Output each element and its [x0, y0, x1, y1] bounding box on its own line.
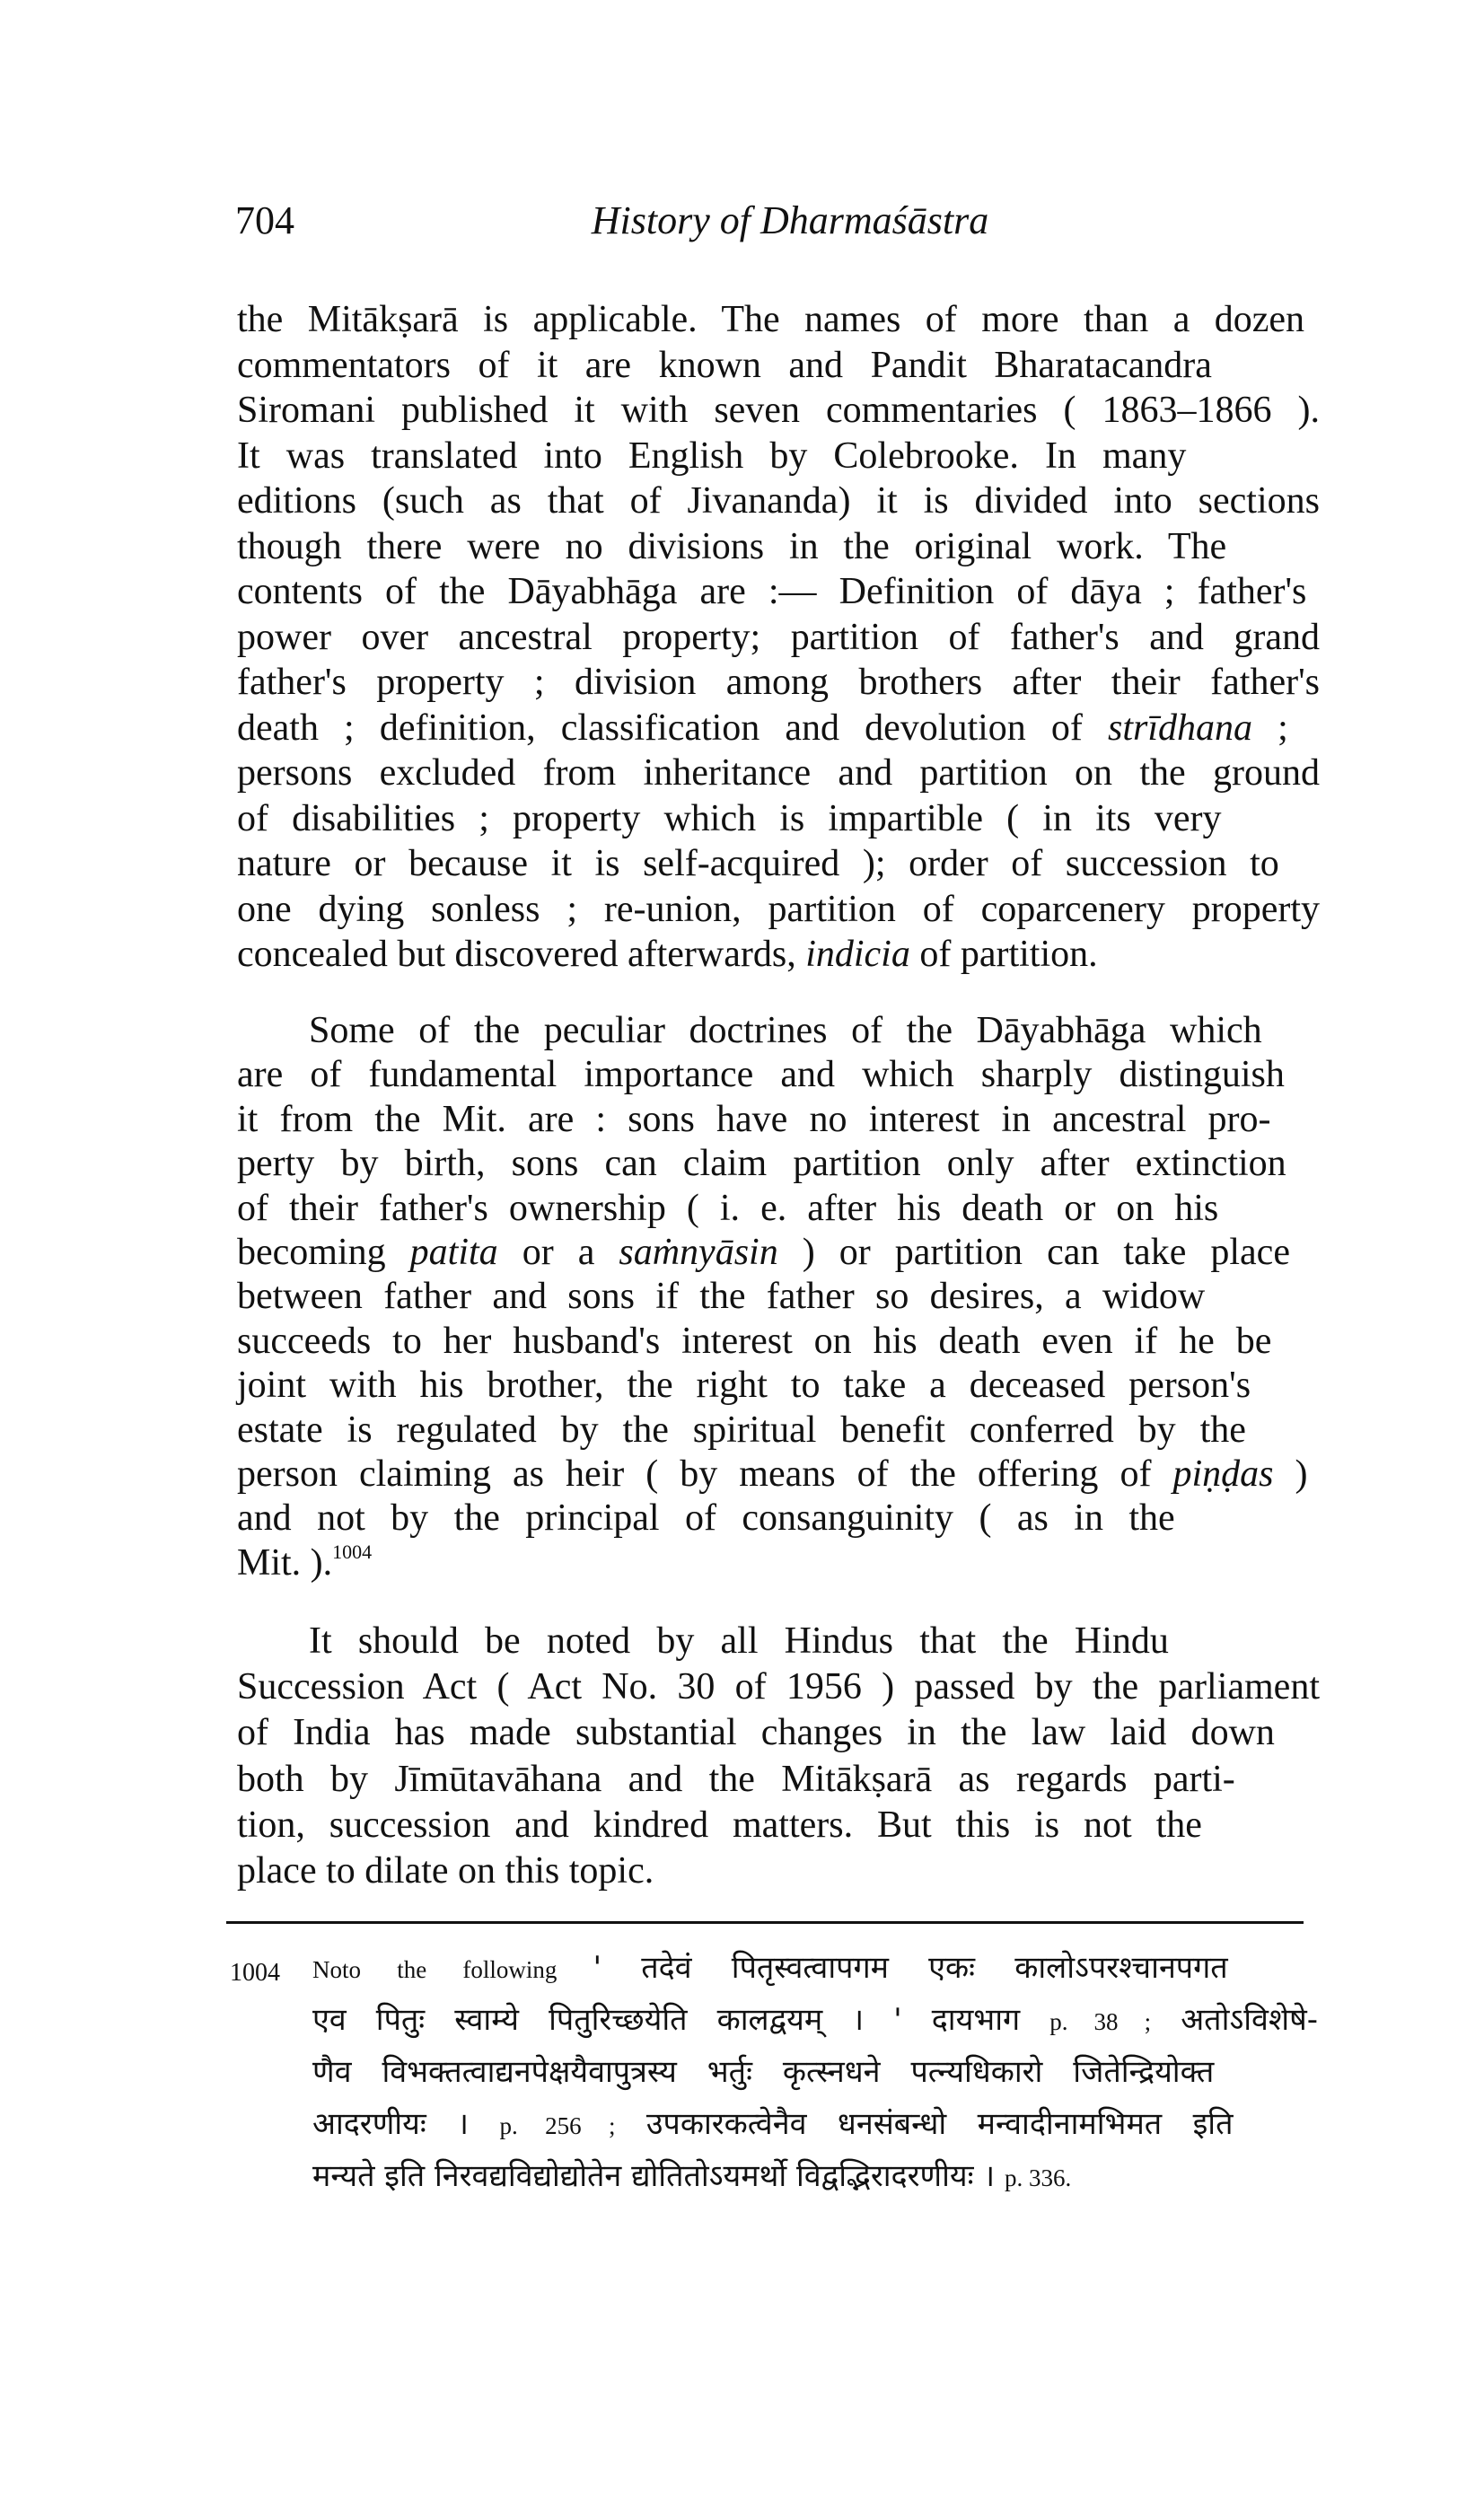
footnote-latin-text: Noto the following — [312, 1956, 593, 1983]
text-segment: Siromani published it with seven commentaries ( 1863–1866 ). — [237, 390, 1320, 431]
italic-term: strīdhana — [1108, 707, 1253, 749]
text-segment: ) — [1273, 1453, 1308, 1495]
page-number: 704 — [235, 198, 294, 242]
text-line — [237, 1321, 1320, 1362]
text-line — [237, 707, 1320, 749]
footnote-sanskrit-text: मन्यते इति निरवद्यविद्योद्योतेन द्योतितोऽयमर्थो विद्वद्भिरादरणीयः । — [312, 2158, 1005, 2194]
text-line — [237, 1143, 1320, 1184]
text-segment: of partition. — [909, 934, 1098, 975]
text-segment: between father and sons if the father so desires, a widow — [237, 1276, 1206, 1318]
italic-term: indicia — [805, 934, 910, 975]
footnote-sanskrit-text: ' तदेवं पितृस्वत्वापगम एकः कालोऽपरश्चानपगत — [593, 1950, 1228, 1986]
text-segment: becoming — [237, 1232, 410, 1273]
text-segment: it from the Mit. are : sons have no interest in ancestral pro- — [237, 1098, 1271, 1140]
text-segment: ) or partition can take place — [777, 1232, 1290, 1273]
text-line — [237, 571, 1320, 612]
text-segment: contents of the Dāyabhāga are :— Definition of dāya ; father's — [237, 571, 1307, 612]
text-segment: perty by birth, sons can claim partition only after extinction — [237, 1143, 1286, 1185]
text-line — [237, 1666, 1320, 1708]
text-line — [237, 1542, 1320, 1584]
italic-term: patita — [409, 1232, 498, 1273]
footnote-latin-text: p. 38 ; — [1049, 2008, 1152, 2035]
text-segment: power over ancestral property; partition of father's and grand — [237, 616, 1320, 658]
text-segment: both by Jīmūtavāhana and the Mitākṣarā as regards parti- — [237, 1758, 1235, 1800]
italic-term: saṁnyāsin — [619, 1232, 778, 1273]
text-line — [237, 435, 1320, 477]
text-line — [237, 752, 1320, 794]
text-segment: though there were no divisions in the original work. The — [237, 525, 1227, 567]
footnote-divider — [226, 1921, 1304, 1924]
text-segment: joint with his brother, the right to take a deceased person's — [237, 1365, 1251, 1407]
text-line — [237, 1099, 1320, 1140]
text-segment: death ; definition, classification and devolution of — [237, 707, 1108, 749]
text-line — [237, 889, 1320, 930]
text-line — [237, 1276, 1320, 1317]
text-segment: persons excluded from inheritance and partition on the ground — [237, 752, 1320, 794]
text-segment: the Mitākṣarā is applicable. The names of more than a dozen — [237, 299, 1305, 340]
footnote-line — [312, 2052, 1318, 2092]
text-line — [237, 934, 1320, 975]
footnote-line — [312, 2000, 1318, 2040]
text-segment: Mit. ). — [237, 1541, 333, 1584]
text-line — [237, 1365, 1320, 1406]
text-line — [237, 843, 1320, 884]
text-line — [237, 1188, 1320, 1229]
footnote-line — [312, 2156, 1318, 2196]
running-title: History of Dharmaśāstra — [591, 198, 989, 242]
footnote-number: 1004 — [230, 1959, 280, 1987]
footnote-sanskrit-text: एव पितुः स्वाम्ये पितुरिच्छयेति कालद्वयम् । ' दायभाग — [312, 2002, 1050, 2038]
text-segment: concealed but discovered afterwards, — [237, 934, 806, 975]
text-line — [237, 1804, 1320, 1846]
footnote-sanskrit-text: उपकारकत्वेनैव धनसंबन्धो मन्वादीनामभिमत इति — [615, 2106, 1234, 2142]
footnote-line — [312, 2104, 1318, 2144]
footnote-sanskrit-text: आदरणीयः । — [312, 2106, 500, 2142]
text-segment: Some of the peculiar doctrines of the Dāyabhāga which — [309, 1010, 1262, 1051]
text-segment: of India has made substantial changes in the law laid down — [237, 1712, 1275, 1754]
text-line — [237, 390, 1320, 431]
text-line — [237, 1054, 1320, 1095]
text-line — [237, 526, 1320, 567]
text-line — [237, 617, 1320, 658]
footnote-sanskrit-text: णैव विभक्तत्वाद्यनपेक्षयैवापुत्रस्य भर्तुः कृत्स्नधने पत्न्यधिकारो जितेन्द्रियोक्त — [312, 2054, 1215, 2090]
footnote-sanskrit-text: अतोऽविशेषे- — [1151, 2002, 1318, 2038]
text-line — [237, 1712, 1320, 1753]
text-segment: are of fundamental importance and which sharply distinguish — [237, 1054, 1285, 1096]
text-line — [309, 1620, 1320, 1662]
text-segment: editions (such as that of Jivananda) it is divided into sections — [237, 480, 1320, 522]
italic-term: piṇḍas — [1172, 1453, 1274, 1495]
text-segment: nature or because it is self-acquired ); order of succession to — [237, 843, 1279, 884]
text-segment: Succession Act ( Act No. 30 of 1956 ) passed by the parliament — [237, 1666, 1320, 1708]
text-line — [237, 1497, 1320, 1539]
text-segment: and not by the principal of consanguinity ( as in the — [237, 1497, 1175, 1540]
text-segment: tion, succession and kindred matters. But this is not the — [237, 1804, 1202, 1846]
text-line — [237, 1759, 1320, 1800]
text-segment: or a — [497, 1232, 619, 1273]
text-segment: commentators of it are known and Pandit Bharatacandra — [237, 344, 1212, 386]
text-line — [237, 1453, 1320, 1495]
text-line — [237, 480, 1320, 522]
text-segment: It should be noted by all Hindus that the Hindu — [309, 1620, 1169, 1662]
text-segment: of their father's ownership ( i. e. after his death or on his — [237, 1187, 1219, 1229]
text-segment: person claiming as heir ( by means of the offering of — [237, 1453, 1173, 1495]
text-line — [237, 1232, 1320, 1273]
footnote-latin-text: p. 256 ; — [499, 2112, 616, 2139]
text-segment: It was translated into English by Colebrooke. In many — [237, 435, 1187, 477]
text-segment: ; — [1252, 707, 1288, 749]
text-segment: father's property ; division among brothers after their father's — [237, 662, 1320, 703]
text-line — [237, 798, 1320, 839]
footnote-reference[interactable]: 1004 — [332, 1540, 373, 1563]
text-segment: of disabilities ; property which is impartible ( in its very — [237, 797, 1222, 839]
footnote-line — [312, 1948, 1318, 1988]
text-line — [237, 1850, 1320, 1892]
text-line — [309, 1010, 1320, 1051]
text-segment: one dying sonless ; re-union, partition of coparcenery property — [237, 888, 1320, 930]
footnote-latin-text: p. 336. — [1005, 2164, 1072, 2191]
text-segment: succeeds to her husband's interest on his death even if he be — [237, 1320, 1272, 1362]
text-segment: estate is regulated by the spiritual benefit conferred by the — [237, 1409, 1246, 1451]
text-segment: place to dilate on this topic. — [237, 1850, 654, 1892]
text-line — [237, 662, 1320, 703]
text-line — [237, 345, 1320, 386]
text-line — [237, 299, 1320, 340]
text-line — [237, 1409, 1320, 1451]
